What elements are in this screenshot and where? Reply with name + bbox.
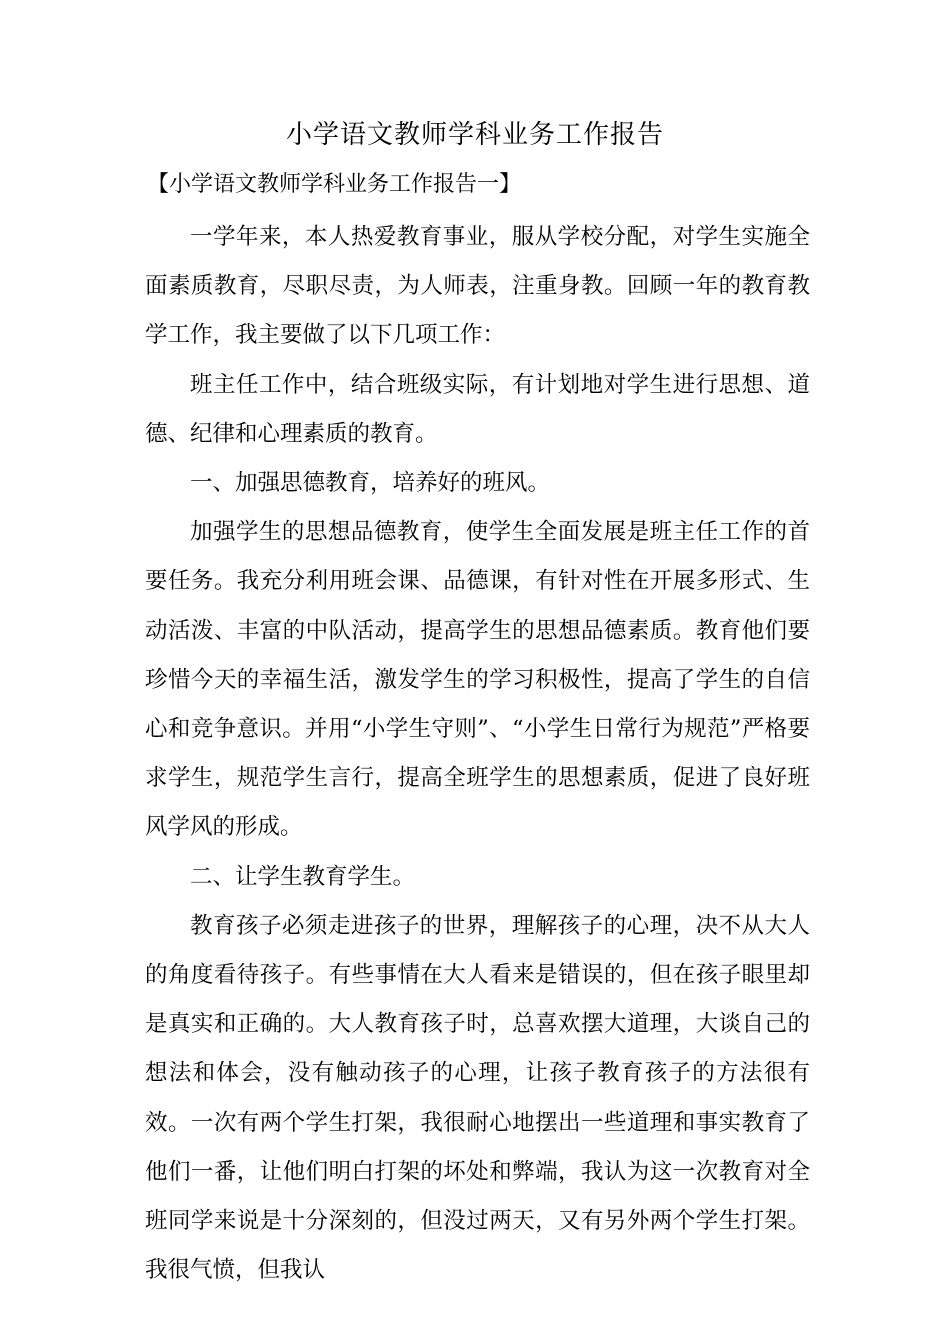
section-heading-1: 一、加强思德教育，培养好的班风。 bbox=[190, 470, 551, 497]
paragraph-peer-education: 教育孩子必须走进孩子的世界，理解孩子的心理，决不从大人的角度看待孩子。有些事情在大人看来是错误的，但在孩子眼里却是真实和正确的。大人教育孩子时，总喜欢摆大道理，大谈自己的想法和体会，没有触动孩子的心理，让孩子教育孩子的方法很有效。一次有两个学生打架，我很耐心地摆出一些道理和事实教育了他们一番，让他们明白打架的坏处和弊端，我认为这一次教育对全班同学来说是十分深刻的，但没过两天，又有另外两个学生打架。我很气愤，但我认 bbox=[145, 912, 810, 1284]
paragraph-class-work: 班主任工作中，结合班级实际，有计划地对学生进行思想、道德、纪律和心理素质的教育。 bbox=[145, 371, 810, 447]
paragraph-intro: 一学年来，本人热爱教育事业，服从学校分配，对学生实施全面素质教育，尽职尽责，为人师表，注重身教。回顾一年的教育教学工作，我主要做了以下几项工作： bbox=[145, 224, 810, 349]
document-body bbox=[145, 213, 810, 1295]
section-heading-2: 二、让学生教育学生。 bbox=[190, 863, 416, 890]
paragraph-moral-education: 加强学生的思想品德教育，使学生全面发展是班主任工作的首要任务。我充分利用班会课、品德课，有针对性在开展多形式、生动活泼、丰富的中队活动，提高学生的思想品德素质。教育他们要珍惜今天的幸福生活，激发学生的学习积极性，提高了学生的自信心和竞争意识。并用“小学生守则”、“小学生日常行为规范”严格要求学生，规范学生言行，提高全班学生的思想素质，促进了良好班风学风的形成。 bbox=[145, 519, 810, 841]
document-title: 小学语文教师学科业务工作报告 bbox=[285, 120, 664, 150]
document-subtitle: 【小学语文教师学科业务工作报告一】 bbox=[147, 172, 522, 197]
